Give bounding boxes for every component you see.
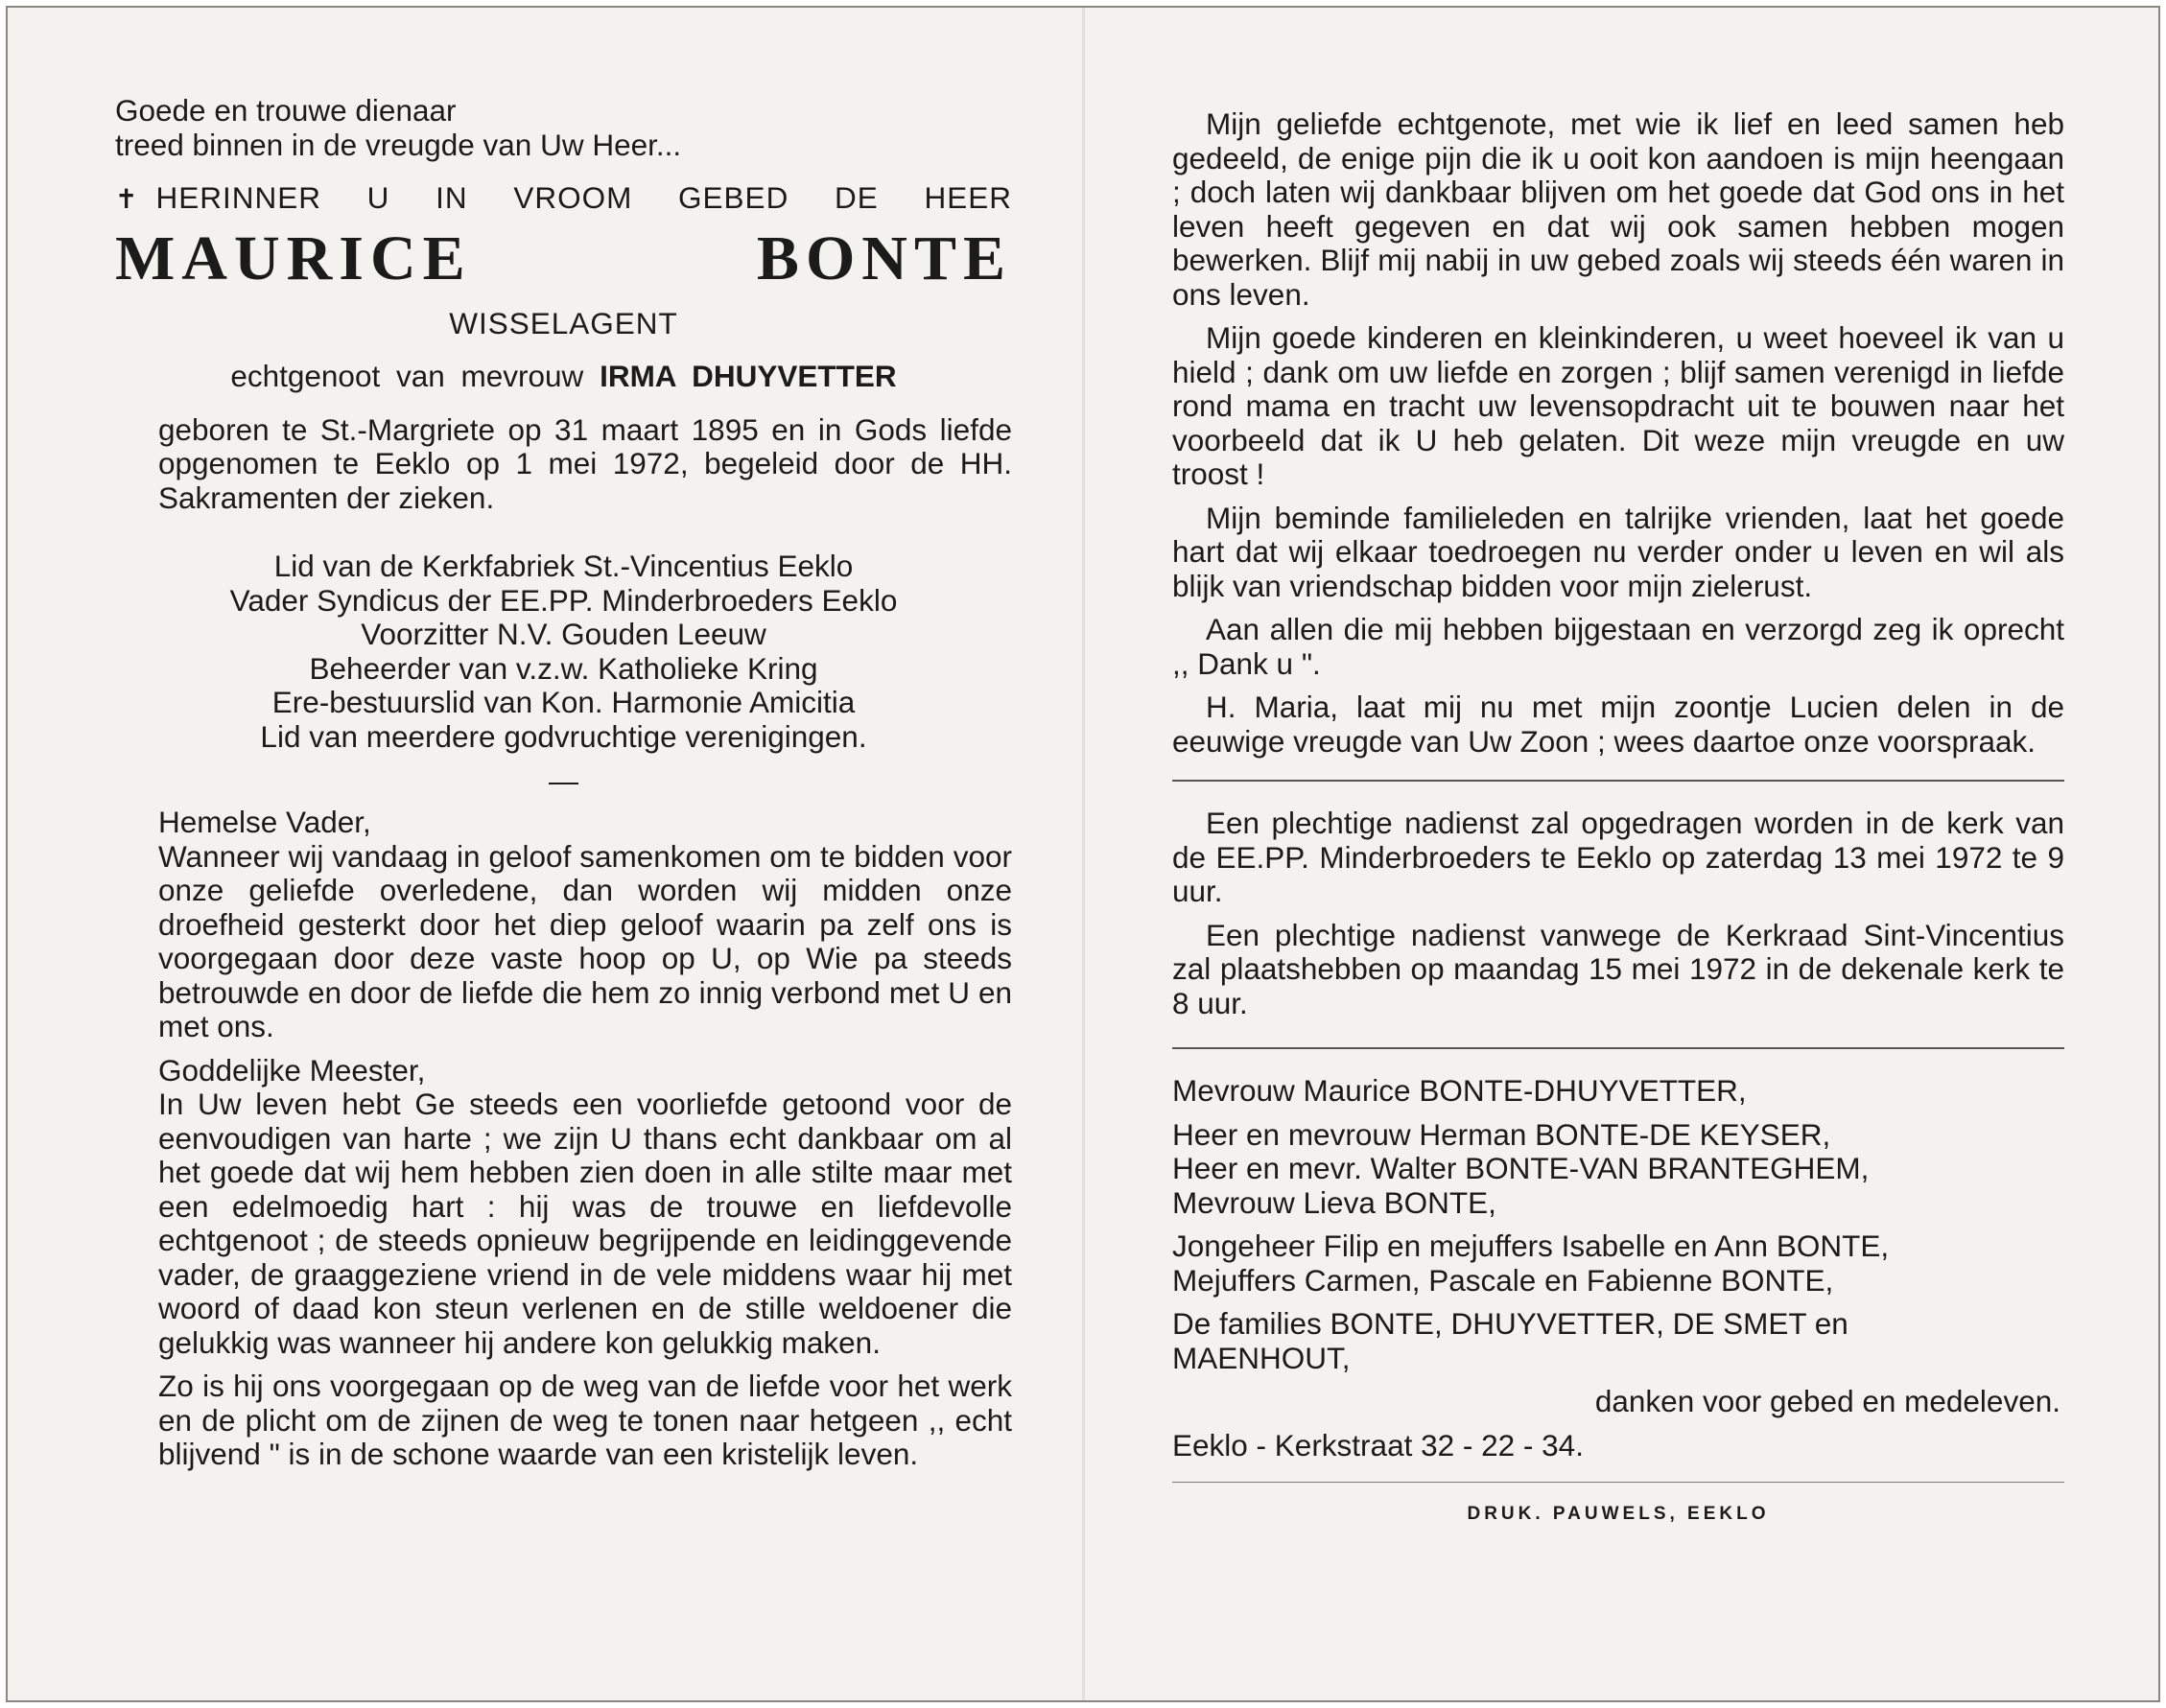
family-member: Jongeheer Filip en mejuffers Isabelle en Ann BONTE,: [1172, 1228, 1890, 1263]
family-member: Mejuffers Carmen, Pascale en Fabienne BONTE,: [1172, 1262, 1834, 1298]
divider-1: [1172, 780, 2064, 782]
prayer2-body: In Uw leven hebt Ge steeds een voorliefde getoond voor de eenvoudigen van harte ; we zijn U thans echt dankbaar om al het goede dat wij hem hebben zien doen in alle stilte maar met een edelmoedig hart : hij was de trouwe en liefdevolle echtgenoot ; de steeds opnieuw begrijpende en leidinggevende vader, de graaggeziene vriend in de vele middens waar hij met woord of daad kon steun verlenen en de stille weldoener die gelukkig was wanneer hij andere kon gelukkig maken.: [158, 1087, 1012, 1360]
message-children: Mijn goede kinderen en kleinkinderen, u weet hoeveel ik van u hield ; dank om uw liefde en zorgen ; blijf samen verenigd in liefde rond mama en tracht uw levensopdracht uit te bouwen naar het voorbeeld dat ik U heb gelaten. Dit weze mijn vreugde en uw troost !: [1172, 320, 2064, 491]
remember-line: [115, 181, 1012, 217]
birth-death-text: geboren te St.-Margriete op 31 maart 1895 en in Gods liefde opgenomen te Eeklo op 1 mei 1972, begeleid door de HH. Sakramenten der zieken.: [158, 411, 1012, 515]
cross-icon: ✝: [115, 184, 139, 214]
printer-credit: DRUK. PAUWELS, EEKLO: [1467, 1504, 1770, 1524]
function-item: Lid van de Kerkfabriek St.-Vincentius Eeklo: [273, 549, 854, 583]
separator-dash: —: [549, 764, 578, 798]
deceased-name: MAURICE BONTE: [115, 222, 1012, 293]
divider-3: [1172, 1482, 2064, 1483]
family-member: Mevrouw Lieva BONTE,: [1172, 1184, 1496, 1220]
function-item: Ere-bestuurslid van Kon. Harmonie Amicitia: [271, 685, 856, 719]
message-family: Mijn beminde familieleden en talrijke vrienden, laat het goede hart dat wij elkaar toedroegen nu verder onder u leven en wil als blijk van vriendschap bidden voor mijn zielerust.: [1172, 500, 2064, 603]
family-member: Heer en mevrouw Herman BONTE-DE KEYSER,: [1172, 1116, 1831, 1152]
function-item: Vader Syndicus der EE.PP. Minderbroeders Eeklo: [229, 582, 898, 618]
service-announcement-1: Een plechtige nadienst zal opgedragen worden in de kerk van de EE.PP. Minderbroeders te Eeklo op zaterdag 13 mei 1972 te 9 uur.: [1172, 806, 2064, 908]
center-fold: [1082, 8, 1085, 1700]
prayer1-heading: Hemelse Vader,: [158, 805, 371, 839]
family-list: [1172, 1074, 2064, 1462]
prayer2-heading: Goddelijke Meester,: [158, 1052, 426, 1088]
prayer1-body: Wanneer wij vandaag in geloof samenkomen om te bidden voor onze geliefde overledene, dan worden wij midden onze droefheid gesterkt door het diep geloof waarin pa zelf ons is voorgegaan door deze vaste hoop op U, op Wie pa steeds betrouwde en door de liefde die hem zo innig verbond met U en met ons.: [158, 838, 1012, 1043]
spouse-name: IRMA DHUYVETTER: [600, 359, 897, 393]
family-member: Heer en mevr. Walter BONTE-VAN BRANTEGHEM,: [1172, 1151, 1870, 1185]
function-item: Beheerder van v.z.w. Katholieke Kring: [309, 650, 818, 686]
motto-line-2: treed binnen in de vreugde van Uw Heer...: [115, 127, 682, 162]
thanks-line: danken voor gebed en medeleven.: [1594, 1384, 2060, 1418]
prayers: [115, 806, 1012, 1360]
function-item: Voorzitter N.V. Gouden Leeuw: [361, 617, 766, 651]
spouse-line: [115, 360, 1012, 394]
right-panel: [1172, 107, 2064, 1525]
motto-line-1: Goede en trouwe dienaar: [115, 93, 457, 128]
message-spouse: Mijn geliefde echtgenote, met wie ik lief en leed samen heb gedeeld, de enige pijn die ik u ooit kon aandoen is mijn heengaan ; doch laten wij dankbaar blijven om het goede dat God ons in het leven heeft gegeven en dat wij ook samen hebben mogen bewerken. Blijf mij nabij in uw gebed zoals wij steeds één waren in ons leven.: [1172, 106, 2064, 312]
service-announcement-2: Een plechtige nadienst vanwege de Kerkraad Sint-Vincentius zal plaatshebben op maandag 15 mei 1972 in de dekenale kerk te 8 uur.: [1172, 917, 2064, 1020]
memorial-card: [6, 6, 2160, 1702]
message-caregivers: Aan allen die mij hebben bijgestaan en verzorgd zeg ik oprecht ,, Dank u ".: [1172, 612, 2064, 681]
functions-list: [115, 550, 1012, 754]
family-member: Mevrouw Maurice BONTE-DHUYVETTER,: [1172, 1073, 1747, 1108]
family-member: MAENHOUT,: [1172, 1340, 1351, 1375]
message-mary: H. Maria, laat mij nu met mijn zoontje Lucien delen in de eeuwige vreugde van Uw Zoon ; wees daartoe onze voorspraak.: [1172, 690, 2064, 759]
function-item: Lid van meerdere godvruchtige verenigingen.: [260, 718, 867, 754]
family-member: De families BONTE, DHUYVETTER, DE SMET en: [1172, 1306, 1848, 1341]
remember-text: HERINNER U IN VROOM GEBED DE HEER: [155, 180, 1012, 215]
address-line: Eeklo - Kerkstraat 32 - 22 - 34.: [1172, 1427, 1584, 1462]
profession: WISSELAGENT: [449, 305, 678, 340]
divider-2: [1172, 1047, 2064, 1049]
spouse-prefix: echtgenoot van mevrouw: [230, 359, 584, 393]
closing-text: Zo is hij ons voorgegaan op de weg van de liefde voor het werk en de plicht om de zijnen de weg te tonen naar hetgeen ,, echt blijvend " is in de schone waarde van een kristelijk leven.: [158, 1369, 1012, 1471]
left-panel: [115, 94, 1012, 1472]
